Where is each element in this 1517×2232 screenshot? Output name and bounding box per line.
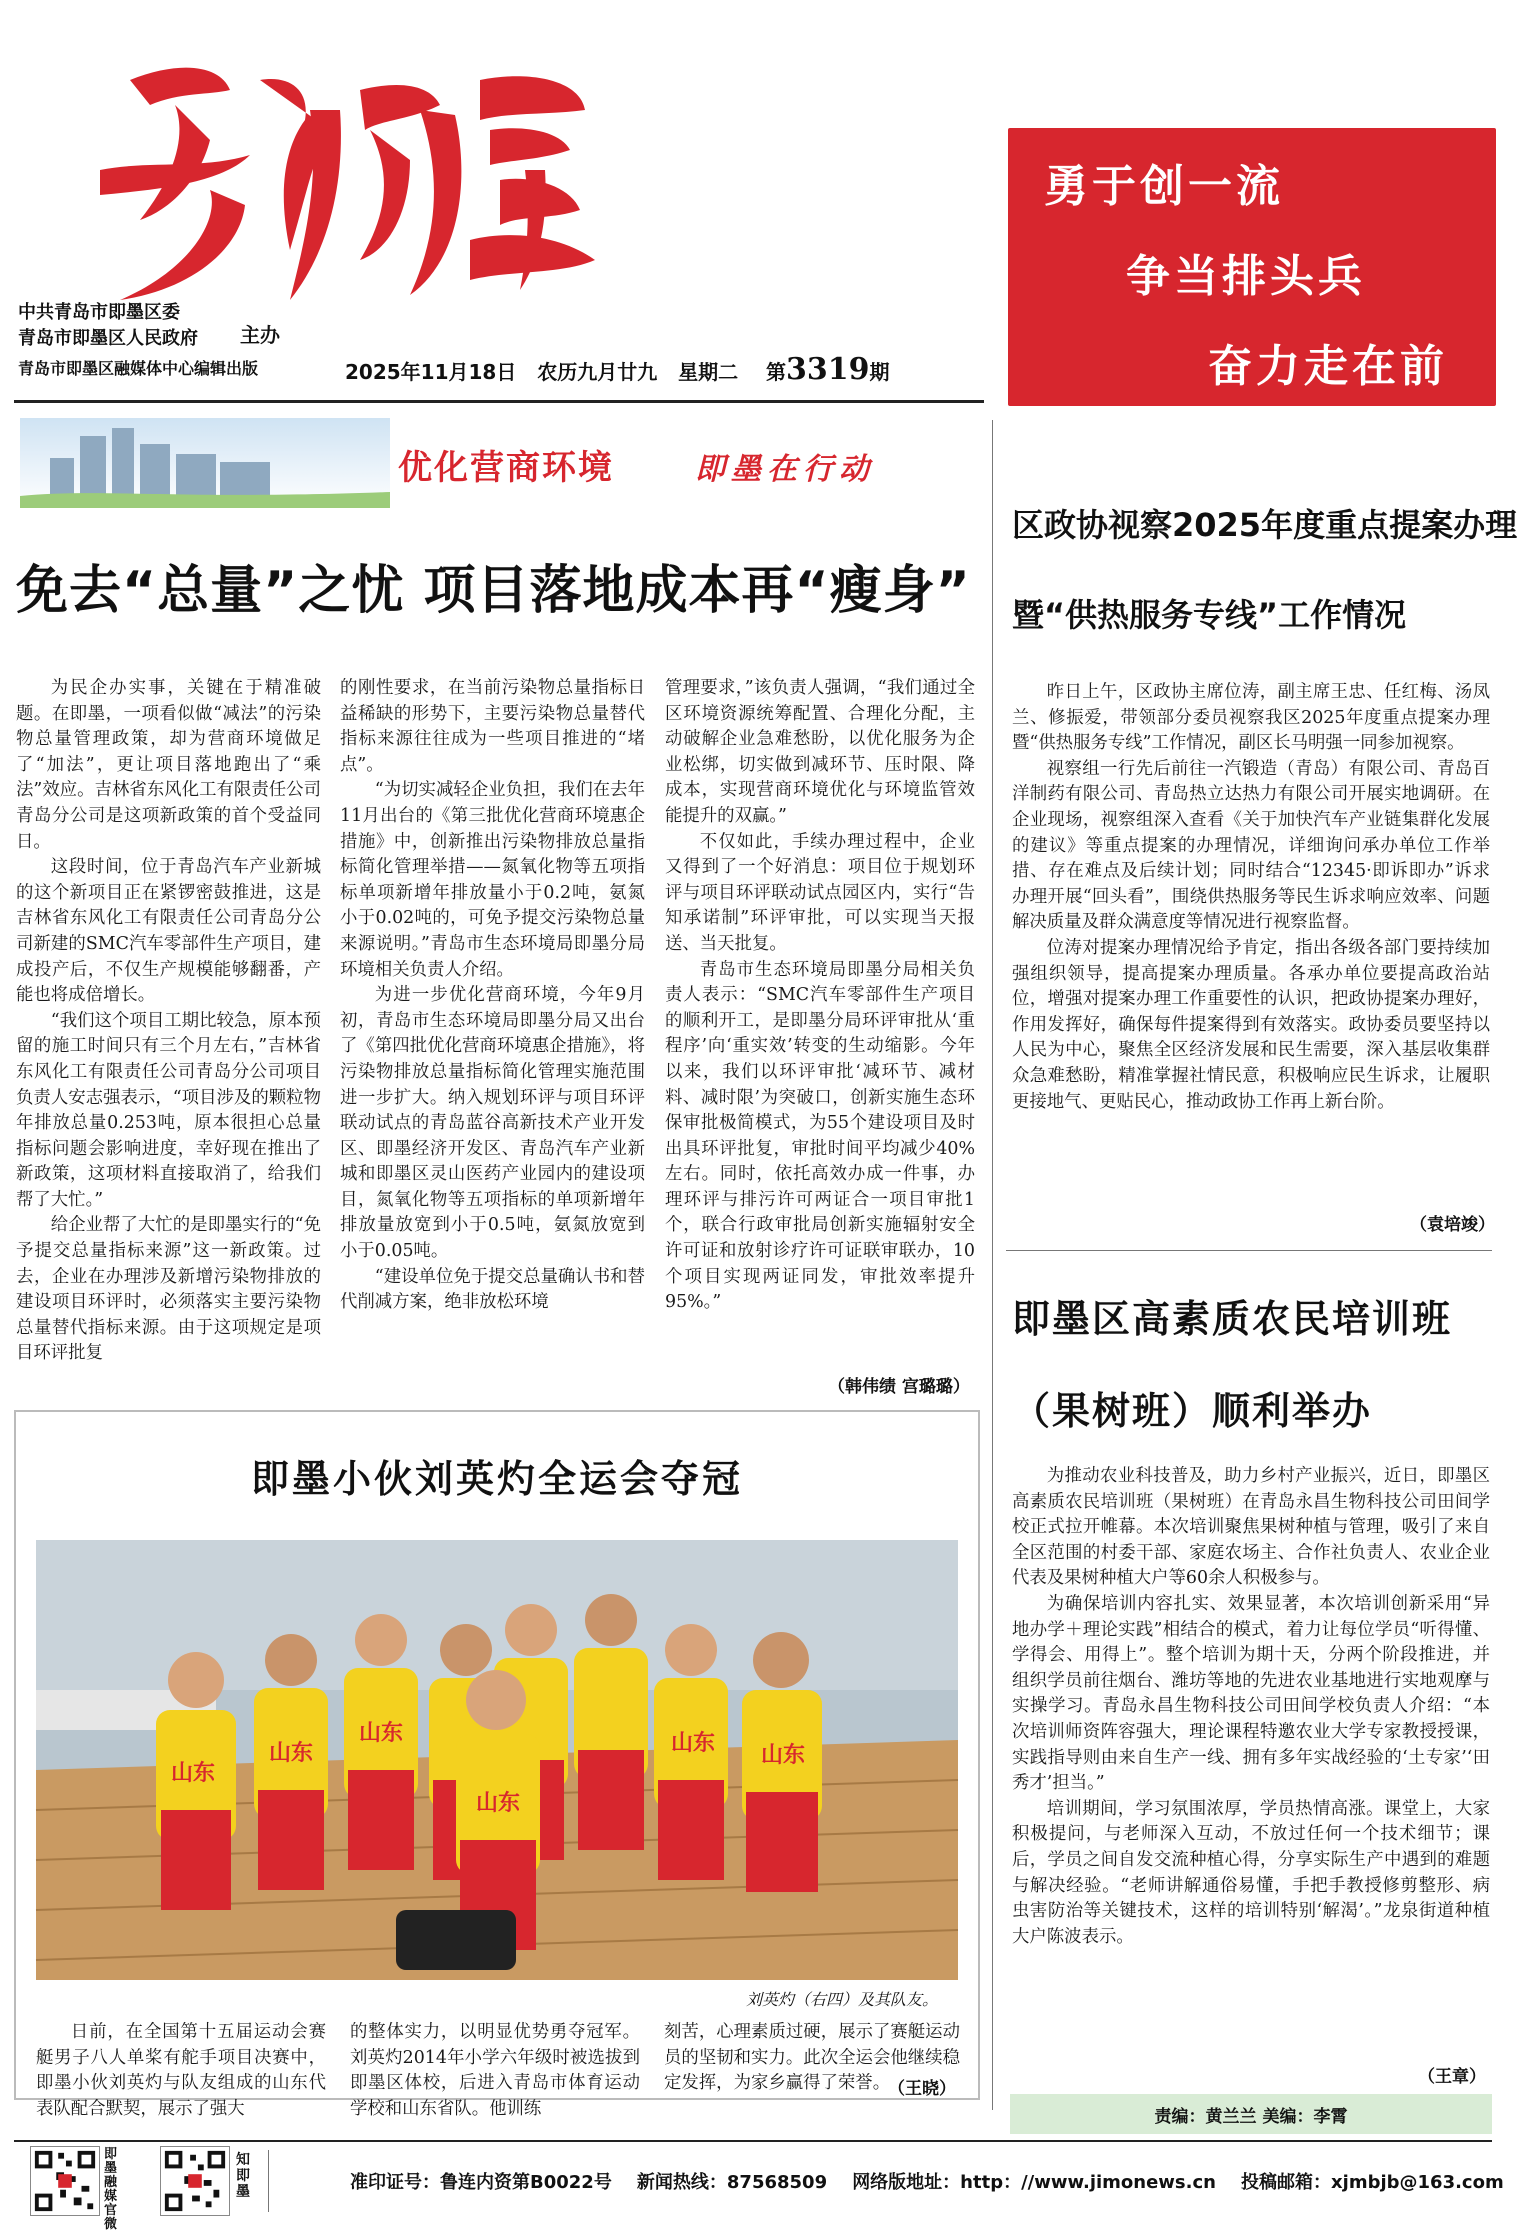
lead-c3-p1: 管理要求，”该负责人强调，“我们通过全区环境资源统筹配置、合理化分配，主动破解企业急难愁盼，以优化服务为企业松绑，切实做到减环节、压时限、降成本，实现营商环境优化与环境监管效能提升的双赢。” bbox=[665, 678, 975, 826]
svg-text:山东: 山东 bbox=[476, 1790, 521, 1816]
lead-column-1 bbox=[16, 676, 321, 1404]
rowing-byline: （王晓） bbox=[888, 2079, 956, 2099]
city-skyline-image bbox=[20, 418, 390, 508]
qr-code-2-icon[interactable] bbox=[160, 2146, 230, 2216]
issue-suffix: 期 bbox=[869, 360, 890, 384]
cppcc-byline: （袁培竣） bbox=[1410, 1215, 1495, 1235]
rowing-c3-p: 刻苦，心理素质过硬，展示了赛艇运动员的坚韧和实力。此次全运会他继续稳定发挥，为家乡赢得了荣誉。 bbox=[664, 2022, 960, 2094]
lead-c2-p2: “为切实减轻企业负担，我们在去年11月出台的《第三批优化营商环境惠企措施》中，创新推出污染物排放总量指标简化管理举措——氮氧化物等五项指标单项新增年排放量小于0.2吨，氨氮小于0.02吨的，可免予提交污染物总量来源说明。”青岛市生态环境局即墨分局环境相关负责人介绍。 bbox=[340, 780, 645, 980]
lead-byline: （韩伟绩 宫璐璐） bbox=[828, 1377, 970, 1397]
issue-prefix: 第 bbox=[765, 360, 786, 384]
training-byline: （王章） bbox=[1418, 2067, 1486, 2087]
masthead-rule bbox=[14, 400, 984, 403]
issue-date: 2025年11月18日 bbox=[345, 360, 517, 384]
footer-info bbox=[350, 2168, 1504, 2194]
slogan-line-3: 奋力走在前 bbox=[1208, 341, 1448, 392]
lead-headline: 免去“总量”之忧 项目落地成本再“瘦身” bbox=[16, 561, 971, 621]
footer-divider bbox=[268, 2150, 269, 2212]
footer-website[interactable]: 网络版地址：http：//www.jimonews.cn bbox=[852, 2172, 1216, 2193]
issue-line bbox=[345, 352, 889, 387]
editor-credits: 责编：黄兰兰 美编：李霄 bbox=[1154, 2107, 1348, 2127]
issue-lunar: 农历九月廿九 bbox=[537, 360, 658, 384]
svg-text:山东: 山东 bbox=[269, 1740, 314, 1766]
editor-bar bbox=[1010, 2094, 1492, 2134]
lead-c3-p3: 青岛市生态环境局即墨分局相关负责人表示：“SMC汽车零部件生产项目的顺利开工，是即墨分局环评审批从‘重程序’向‘重实效’转变的生动缩影。今年以来，我们以环评审批‘减环节、减材料、减时限’为突破口，创新实施生态环保审批极简模式，为55个建设项目及时出具环评批复，审批时间平均减少40%左右。同时，依托高效办成一件事，办理环评与排污许可两证合一项目审批1个，联合行政审批局创新实施辐射安全许可证和放射诊疗许可证联审联办，10个项目实现两证同发，审批效率提升95%。” bbox=[665, 959, 975, 1313]
svg-text:山东: 山东 bbox=[761, 1742, 806, 1768]
cppcc-headline-1: 区政协视察2025年度重点提案办理 bbox=[1012, 506, 1517, 544]
svg-text:山东: 山东 bbox=[359, 1720, 404, 1746]
lead-column-3 bbox=[665, 676, 975, 1366]
training-p3: 培训期间，学习氛围浓厚，学员热情高涨。课堂上，大家积极提问，与老师深入互动，不放过任何一个技术细节；课后，学员之间自发交流种植心得，分享实际生产中遇到的难题与解决经验。“老师讲解通俗易懂，手把手教授修剪整形、病虫害防治等关键技术，这样的培训特别‘解渴’。”龙泉街道种植大户陈波表示。 bbox=[1012, 1798, 1490, 1947]
lead-c3-p2: 不仅如此，手续办理过程中，企业又得到了一个好消息：项目位于规划环评与项目环评联动试点园区内，实行“告知承诺制”环评审批，可以实现当天报送、当天批复。 bbox=[665, 831, 975, 954]
rowing-c1-p: 日前，在全国第十五届运动会赛艇男子八人单桨有舵手项目决赛中，即墨小伙刘英灼与队友组成的山东代表队配合默契，展示了强大 bbox=[36, 2022, 326, 2119]
footer-hotline: 新闻热线：87568509 bbox=[636, 2172, 828, 2193]
org-line-1: 中共青岛市即墨区委 bbox=[18, 302, 180, 323]
cppcc-p2: 视察组一行先后前往一汽锻造（青岛）有限公司、青岛百洋制药有限公司、青岛热立达热力有限公司开展实地调研。在企业现场，视察组深入查看《关于加快汽车产业链集群化发展的建议》等重点提案的办理情况，详细询问承办单位工作举措、存在难点及后续计划；同时结合“12345·即诉即办”诉求办理开展“回头看”，围绕供热服务等民生诉求响应效率、问题解决质量及群众满意度等情况进行视察监督。 bbox=[1012, 758, 1490, 933]
rowing-c2-p: 的整体实力，以明显优势勇夺冠军。刘英灼2014年小学六年级时被选拔到即墨区体校，后进入青岛市体育运动学校和山东省队。他训练 bbox=[350, 2022, 640, 2119]
lead-column-2 bbox=[340, 676, 645, 1404]
rowing-column-1 bbox=[36, 2020, 326, 2119]
training-p2: 为确保培训内容扎实、效果显著，本次培训创新采用“异地办学＋理论实践”相结合的模式，着力让每位学员“听得懂、学得会、用得上”。整个培训为期十天，分两个阶段推进，并组织学员前往烟台、潍坊等地的先进农业基地进行实地观摩与实操学习。青岛永昌生物科技公司田间学校负责人介绍：“本次培训师资阵容强大，理论课程特邀农业大学专家教授授课，实践指导则由来自生产一线、拥有多年实战经验的‘土专家’‘田秀才’担当。” bbox=[1012, 1593, 1490, 1794]
lead-c2-p4: “建设单位免于提交总量确认书和替代削减方案，绝非放松环境 bbox=[340, 1266, 645, 1313]
svg-text:山东: 山东 bbox=[171, 1760, 216, 1786]
qr-1-label: 即墨融媒官微 bbox=[104, 2147, 118, 2232]
org-line-2: 青岛市即墨区人民政府 bbox=[18, 328, 198, 349]
training-body bbox=[1012, 1464, 1490, 2062]
rowing-team-photo bbox=[36, 1540, 958, 1980]
cppcc-headline-2: 暨“供热服务专线”工作情况 bbox=[1012, 596, 1407, 634]
footer-email[interactable]: 投稿邮箱：xjmbjb@163.com bbox=[1241, 2172, 1504, 2193]
issue-weekday: 星期二 bbox=[678, 360, 739, 384]
training-headline-1: 即墨区高素质农民培训班 bbox=[1012, 1297, 1453, 1341]
qr-code-1-icon[interactable] bbox=[30, 2146, 100, 2216]
lead-c1-p4: 给企业帮了大忙的是即墨实行的“免予提交总量指标来源”这一新政策。过去，企业在办理涉及新增污染物排放的建设项目环评时，必须落实主要污染物总量替代指标来源。由于这项规定是项目环评批复 bbox=[16, 1215, 321, 1364]
banner-slogan-left: 优化营商环境 bbox=[398, 448, 614, 488]
cppcc-p1: 昨日上午，区政协主席位涛，副主席王忠、任红梅、汤凤兰、修振爱，带领部分委员视察我区2025年度重点提案办理暨“供热服务专线”工作情况，副区长马明强一同参加视察。 bbox=[1012, 682, 1490, 754]
issue-number: 3319 bbox=[785, 352, 870, 387]
rowing-photo-caption: 刘英灼（右四）及其队友。 bbox=[746, 1990, 939, 2009]
lead-c1-p1: 为民企办实事，关键在于精准破题。在即墨，一项看似做“减法”的污染物总量管理政策，却为营商环境做足了“加法”，更让项目落地跑出了“乘法”效应。吉林省东风化工有限责任公司青岛分公司是这项新政策的首个受益同日。 bbox=[16, 678, 321, 852]
org-line-3: 青岛市即墨区融媒体中心编辑出版 bbox=[18, 359, 259, 378]
slogan-line-2: 争当排头兵 bbox=[1126, 251, 1366, 302]
qr-2-label: 知即墨 bbox=[236, 2152, 250, 2200]
lead-c1-p3: “我们这个项目工期比较急，原本预留的施工时间只有三个月左右，”吉林省东风化工有限责任公司青岛分公司项目负责人安志强表示，“项目涉及的颗粒物年排放总量0.253吨，原本很担心总量指标问题会影响进度，幸好现在推出了新政策，这项材料直接取消了，给我们帮了大忙。” bbox=[16, 1010, 321, 1210]
right-section-divider bbox=[1006, 1250, 1492, 1251]
rowing-column-2 bbox=[350, 2020, 640, 2119]
svg-text:新即墨: 新即墨 bbox=[328, 305, 332, 306]
footer-rule bbox=[14, 2140, 1492, 2142]
lead-c1-p2: 这段时间，位于青岛汽车产业新城的这个新项目正在紧锣密鼓推进，这是吉林省东风化工有限责任公司青岛分公司新建的SMC汽车零部件生产项目，建成投产后，不仅生产规模能够翻番，产能也将成倍增长。 bbox=[16, 857, 321, 1006]
cppcc-body bbox=[1012, 680, 1490, 1240]
lead-c2-p3: 为进一步优化营商环境，今年9月初，青岛市生态环境局即墨分局又出台了《第四批优化营商环境惠企措施》，将污染物排放总量指标简化管理实施范围进一步扩大。纳入规划环评与项目环评联动试点的青岛蓝谷高新技术产业开发区、即墨经济开发区、青岛汽车产业新城和即墨区灵山医药产业园内的建设项目，氮氧化物等五项指标的单项新增年排放量放宽到小于0.5吨，氨氮放宽到小于0.05吨。 bbox=[340, 985, 645, 1262]
banner-slogan-right: 即墨在行动 bbox=[695, 452, 875, 487]
footer-license: 准印证号：鲁连内资第B0022号 bbox=[350, 2172, 612, 2193]
rowing-headline: 即墨小伙刘英灼全运会夺冠 bbox=[250, 1457, 743, 1501]
host-label: 主办 bbox=[240, 323, 280, 347]
slogan-line-1: 勇于创一流 bbox=[1044, 161, 1284, 212]
slogan-box bbox=[1008, 128, 1496, 406]
training-headline-2: （果树班）顺利举办 bbox=[1012, 1389, 1373, 1433]
svg-text:山东: 山东 bbox=[671, 1730, 716, 1756]
cppcc-p3: 位涛对提案办理情况给予肯定，指出各级各部门要持续加强组织领导，提高提案办理质量。各承办单位要提高政治站位，增强对提案办理工作重要性的认识，把政协提案办理好，作用发挥好，确保每件提案得到有效落实。政协委员要坚持以人民为中心，聚焦全区经济发展和民生需要，深入基层收集群众急难愁盼，精准掌握社情民意，积极响应民生诉求，让履职更接地气、更贴民心，推动政协工作再上新台阶。 bbox=[1012, 937, 1490, 1112]
lead-c2-p1: 的刚性要求，在当前污染物总量指标日益稀缺的形势下，主要污染物总量替代指标来源往往成为一些项目推进的“堵点”。 bbox=[340, 678, 645, 775]
column-divider bbox=[992, 420, 993, 2110]
training-p1: 为推动农业科技普及，助力乡村产业振兴，近日，即墨区高素质农民培训班（果树班）在青岛永昌生物科技公司田间学校正式拉开帷幕。本次培训聚焦果树种植与管理，吸引了来自全区范围的村委干部、家庭农场主、合作社负责人、农业企业代表及果树种植大户等60余人积极参与。 bbox=[1012, 1466, 1490, 1589]
masthead-logo bbox=[60, 20, 600, 310]
